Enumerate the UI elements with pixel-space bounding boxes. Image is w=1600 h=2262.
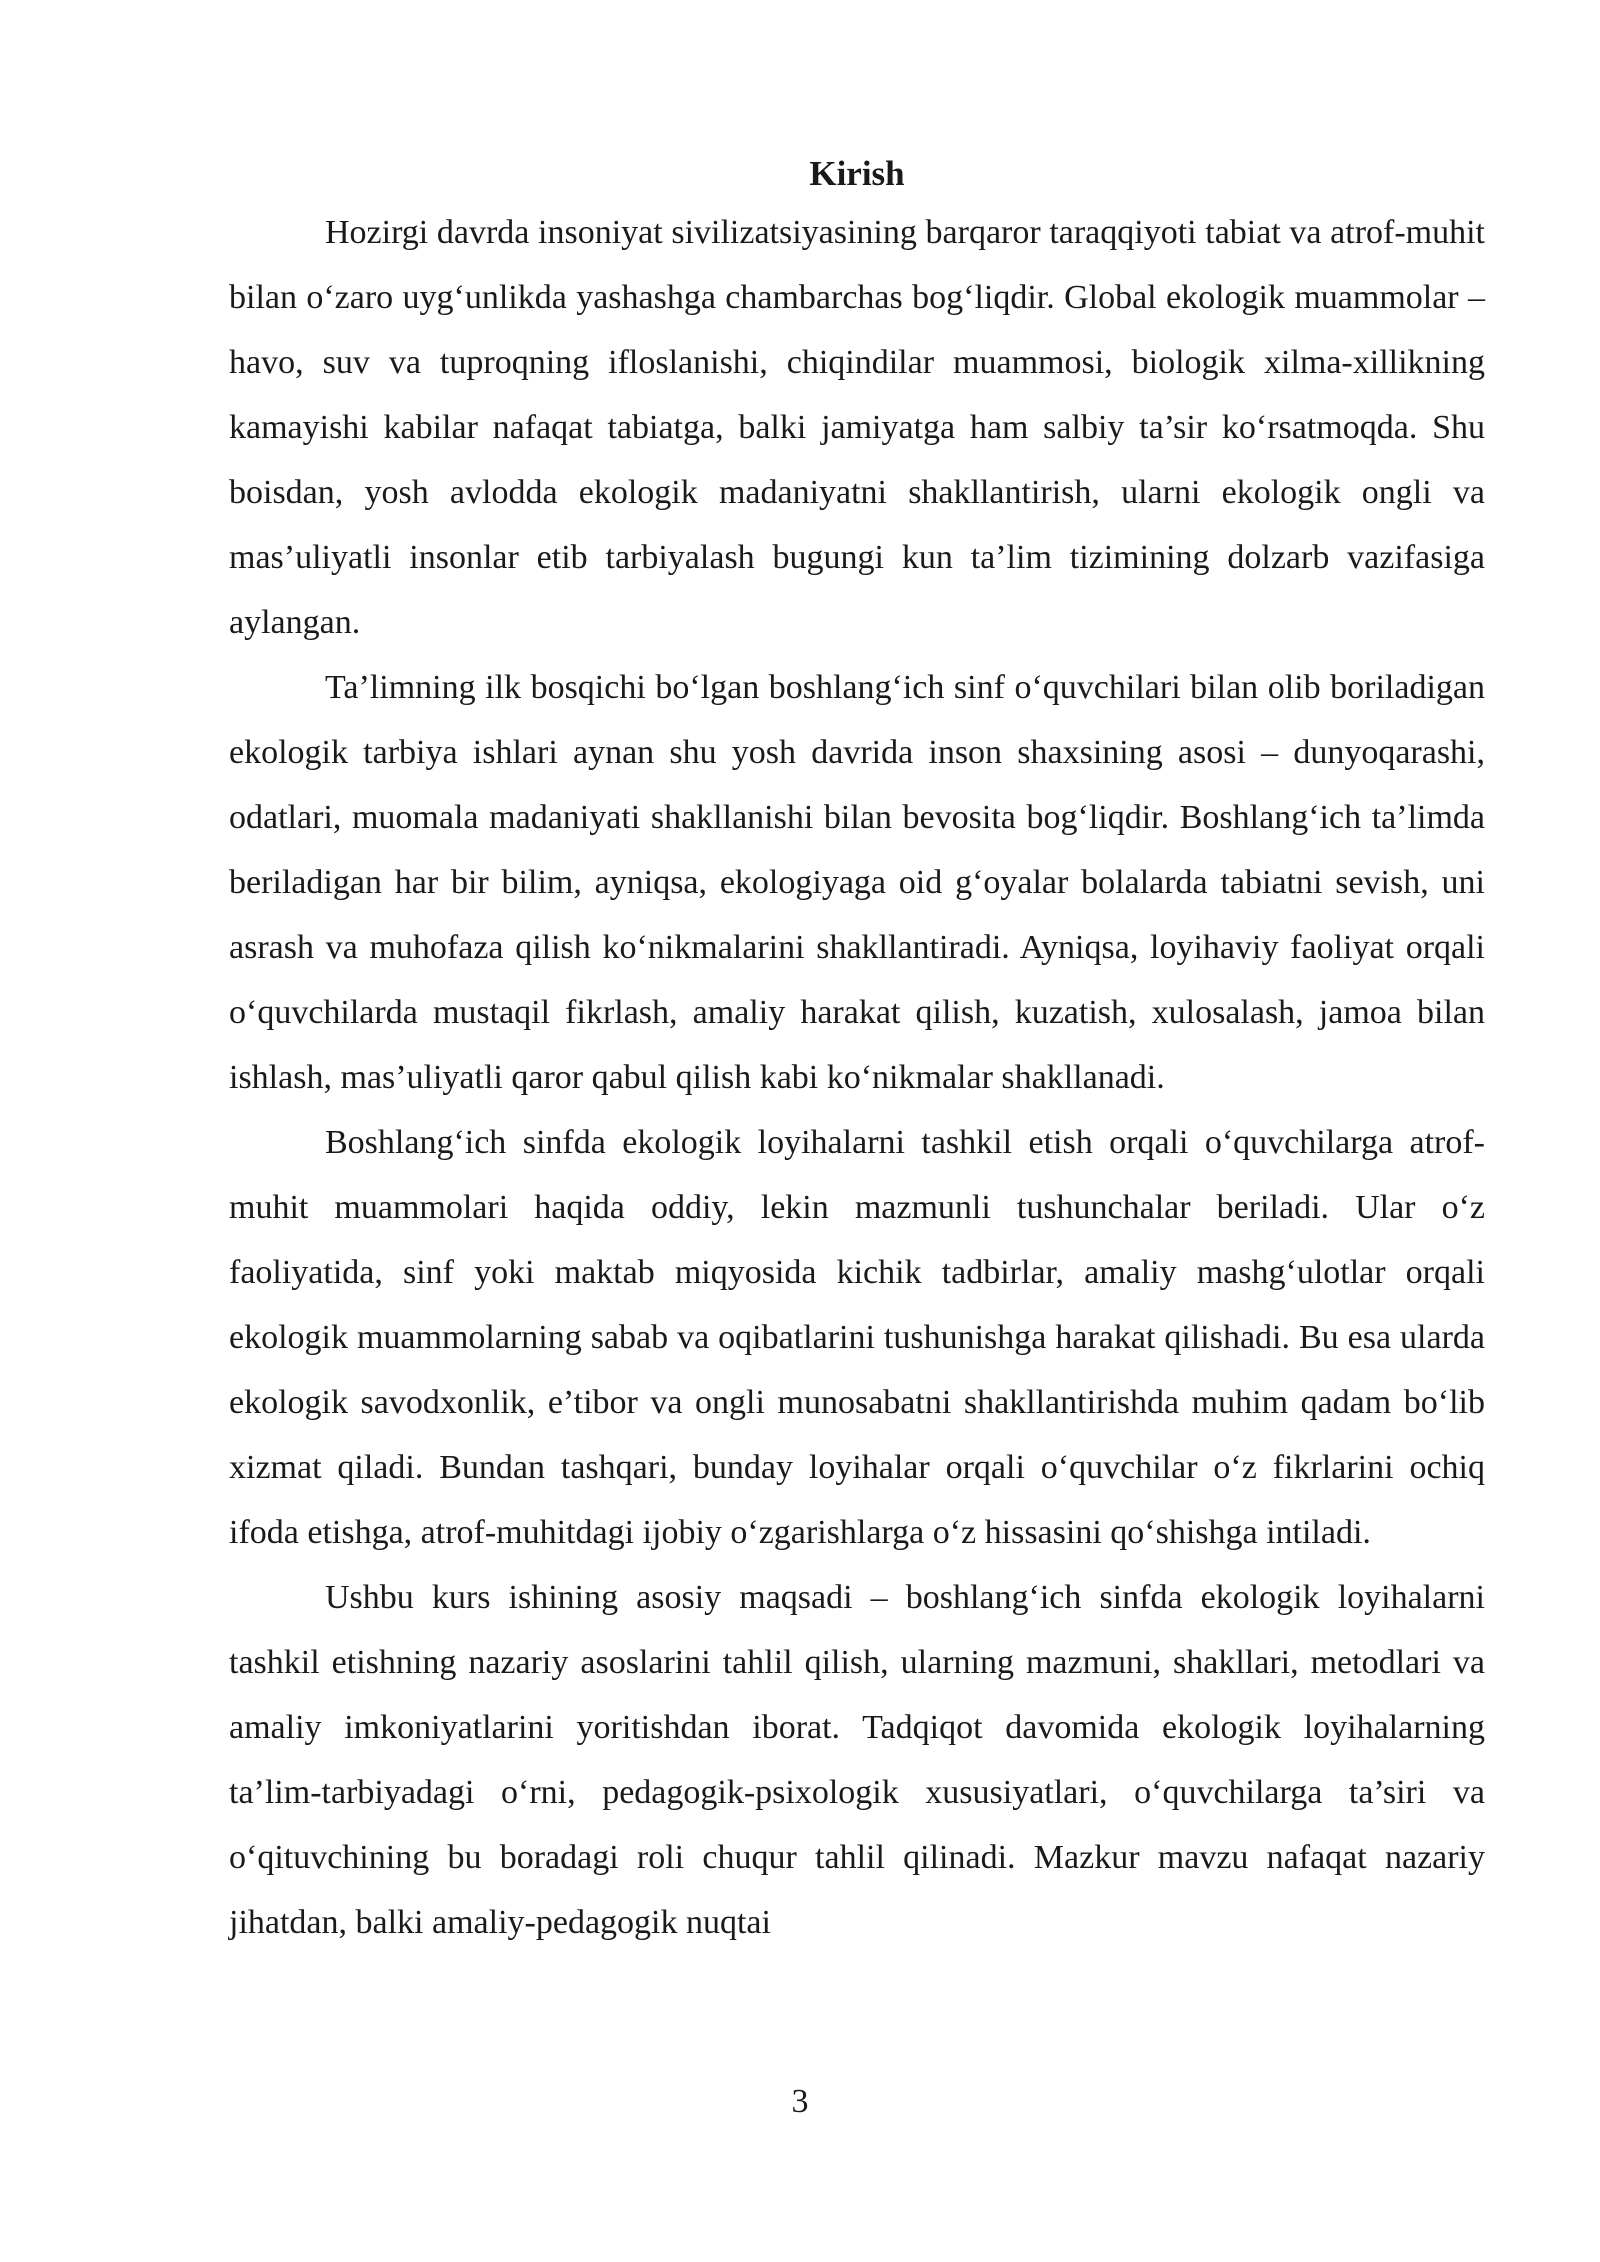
paragraph-2: Ta’limning ilk bosqichi bo‘lgan boshlang‘ich sinf o‘quvchilari bilan olib boriladigan ekologik tarbiya ishlari aynan shu yosh davrida inson shaxsining asosi – dunyoqarashi, odatlari, muomala madaniyati shakllanishi bilan bevosita bog‘liqdir. Boshlang‘ich ta’limda beriladigan har bir bilim, ayniqsa, ekologiyaga oid g‘oyalar bolalarda tabiatni sevish, uni asrash va muhofaza qilish ko‘nikmalarini shakllantiradi. Ayniqsa, loyihaviy faoliyat orqali o‘quvchilarda mustaqil fikrlash, amaliy harakat qilish, kuzatish, xulosalash, jamoa bilan ishlash, mas’uliyatli qaror qabul qilish kabi ko‘nikmalar shakllanadi. [229, 669, 1485, 1096]
page-number: 3 [791, 2083, 809, 2120]
page-title: Kirish [809, 154, 905, 193]
paragraph-3: Boshlang‘ich sinfda ekologik loyihalarni tashkil etish orqali o‘quvchilarga atrof-muhit muammolari haqida oddiy, lekin mazmunli tushunchalar beriladi. Ular o‘z faoliyatida, sinf yoki maktab miqyosida kichik tadbirlar, amaliy mashg‘ulotlar orqali ekologik muammolarning sabab va oqibatlarini tushunishga harakat qilishadi. Bu esa ularda ekologik savodxonlik, e’tibor va ongli munosabatni shakllantirishda muhim qadam bo‘lib xizmat qiladi. Bundan tashqari, bunday loyihalar orqali o‘quvchilar o‘z fikrlarini ochiq ifoda etishga, atrof-muhitdagi ijobiy o‘zgarishlarga o‘z hissasini qo‘shishga intiladi. [229, 1124, 1485, 1551]
paragraph-1: Hozirgi davrda insoniyat sivilizatsiyasining barqaror taraqqiyoti tabiat va atrof-muhit bilan o‘zaro uyg‘unlikda yashashga chambarchas bog‘liqdir. Global ekologik muammolar – havo, suv va tuproqning ifloslanishi, chiqindilar muammosi, biologik xilma-xillikning kamayishi kabilar nafaqat tabiatga, balki jamiyatga ham salbiy ta’sir ko‘rsatmoqda. Shu boisdan, yosh avlodda ekologik madaniyatni shakllantirish, ularni ekologik ongli va mas’uliyatli insonlar etib tarbiyalash bugungi kun ta’lim tizimining dolzarb vazifasiga aylangan. [229, 214, 1485, 641]
document-body [229, 148, 1485, 1955]
paragraph-4: Ushbu kurs ishining asosiy maqsadi – boshlang‘ich sinfda ekologik loyihalarni tashkil etishning nazariy asoslarini tahlil qilish, ularning mazmuni, shakllari, metodlari va amaliy imkoniyatlarini yoritishdan iborat. Tadqiqot davomida ekologik loyihalarning ta’lim-tarbiyadagi o‘rni, pedagogik-psixologik xususiyatlari, o‘quvchilarga ta’siri va o‘qituvchining bu boradagi roli chuqur tahlil qilinadi. Mazkur mavzu nafaqat nazariy jihatdan, balki amaliy-pedagogik nuqtai [229, 1579, 1485, 1941]
